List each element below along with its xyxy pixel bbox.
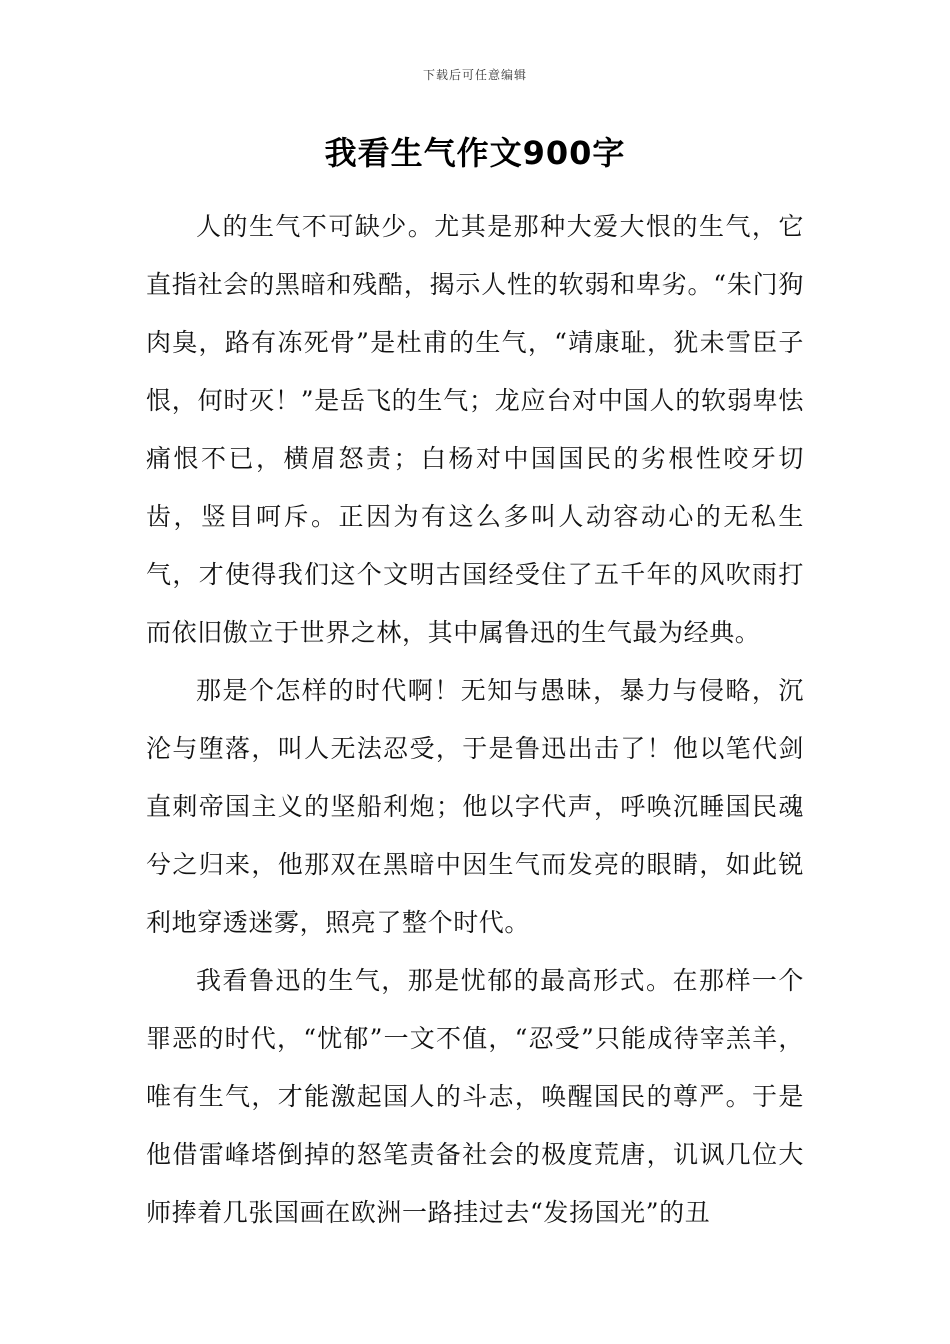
document-body: [146, 198, 804, 1242]
paragraph-2: 那是个怎样的时代啊！无知与愚昧，暴力与侵略，沉沦与堕落，叫人无法忍受，于是鲁迅出击了！他以笔代剑直刺帝国主义的坚船利炮；他以字代声，呼唤沉睡国民魂兮之归来，他那双在黑暗中因生气而发亮的眼睛，如此锐利地穿透迷雾，照亮了整个时代。: [146, 676, 804, 937]
paragraph-3: 我看鲁迅的生气，那是忧郁的最高形式。在那样一个罪恶的时代，“忧郁”一文不值，“忍受”只能成待宰羔羊，唯有生气，才能激起国人的斗志，唤醒国民的尊严。于是他借雷峰塔倒掉的怒笔责备社会的极度荒唐，讥讽几位大师捧着几张国画在欧洲一路挂过去“发扬国光”的丑: [146, 966, 804, 1227]
document-title: 我看生气作文900字: [324, 134, 626, 172]
header-note: 下载后可任意编辑: [422, 68, 527, 82]
paragraph-1: 人的生气不可缺少。尤其是那种大爱大恨的生气，它直指社会的黑暗和残酷，揭示人性的软弱和卑劣。“朱门狗肉臭，路有冻死骨”是杜甫的生气，“靖康耻，犹未雪臣子恨，何时灭！”是岳飞的生气；龙应台对中国人的软弱卑怯痛恨不已，横眉怒责；白杨对中国国民的劣根性咬牙切齿，竖目呵斥。正因为有这么多叫人动容动心的无私生气，才使得我们这个文明古国经受住了五千年的风吹雨打而依旧傲立于世界之林，其中属鲁迅的生气最为经典。: [146, 212, 804, 647]
